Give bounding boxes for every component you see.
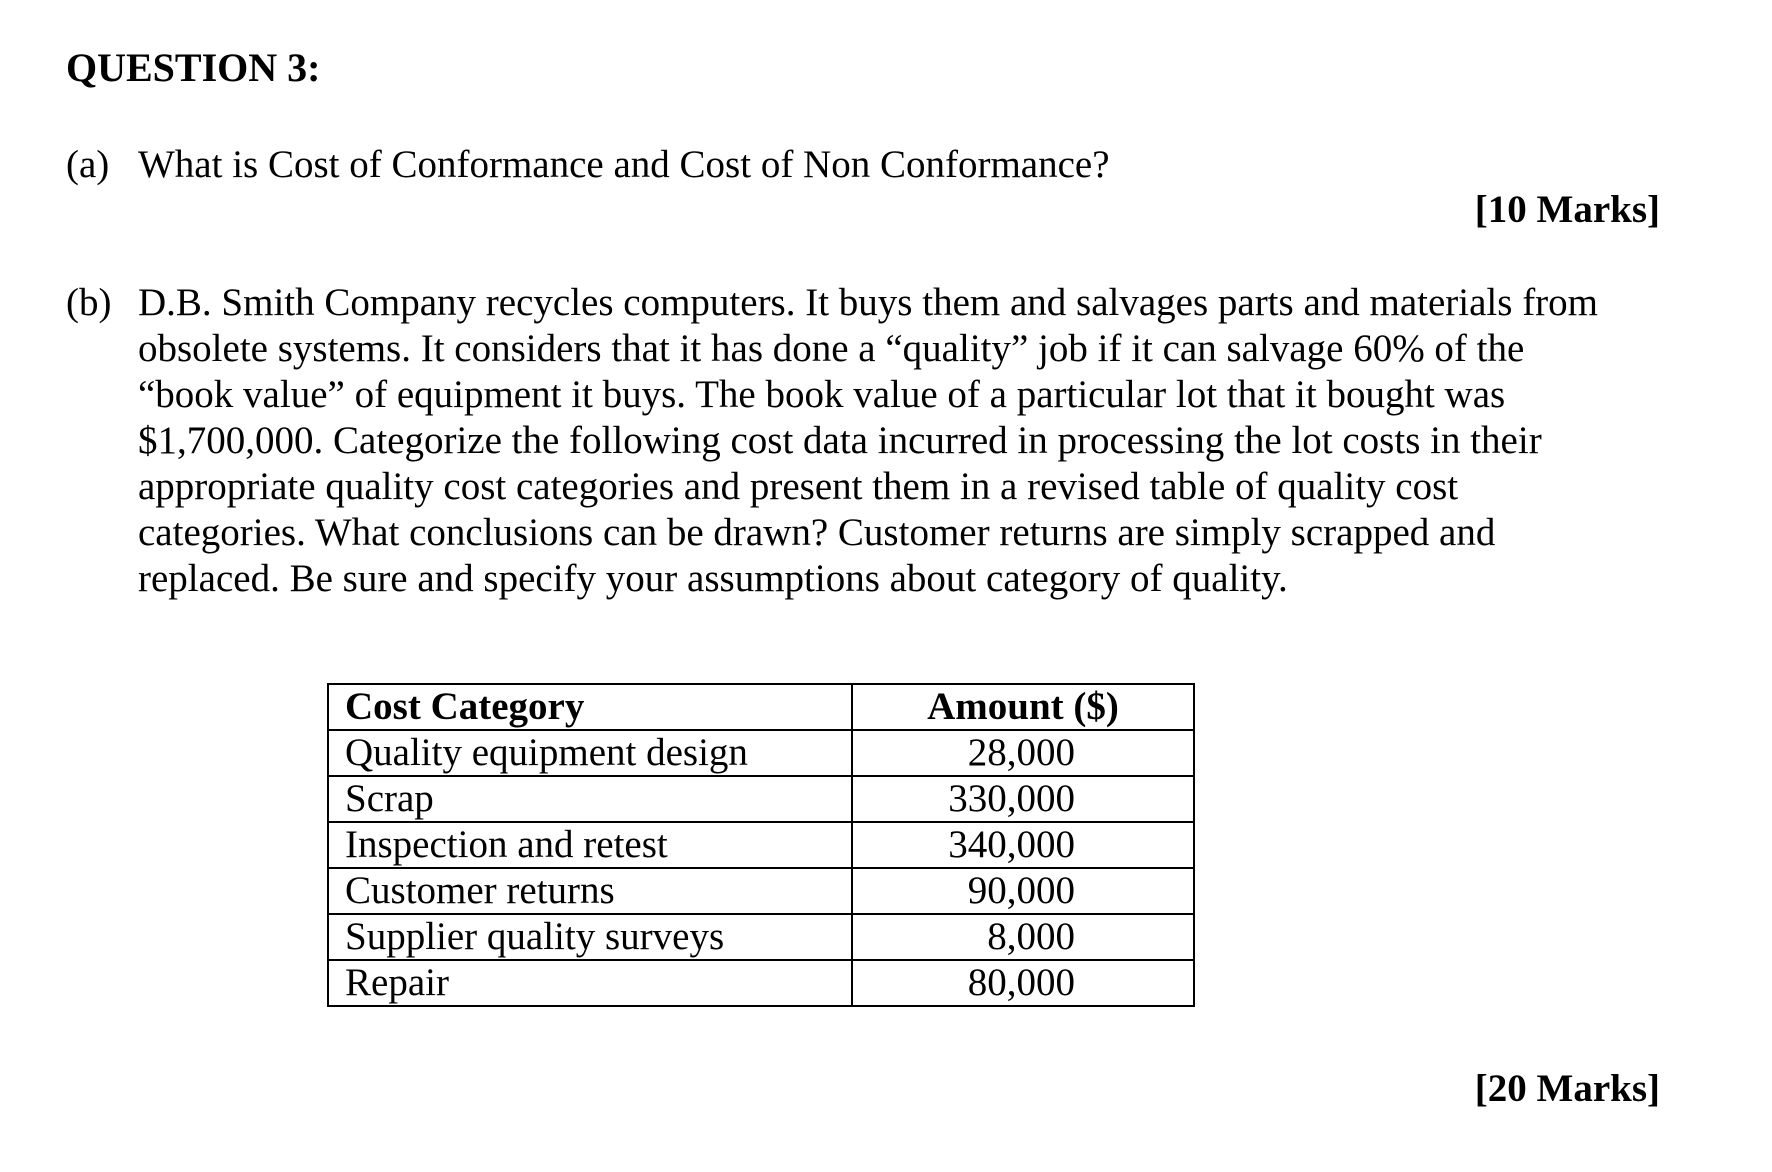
- row-amount: 90,000: [852, 868, 1194, 914]
- part-b-marks: [20 Marks]: [1474, 1067, 1660, 1110]
- cost-table: [327, 683, 1195, 1007]
- part-a-text: What is Cost of Conformance and Cost of Non Conformance?: [138, 143, 1110, 186]
- table-header-row: [328, 684, 1194, 730]
- table-row: [328, 914, 1194, 960]
- row-category: Supplier quality surveys: [328, 914, 852, 960]
- row-category: Scrap: [328, 776, 852, 822]
- question-heading: QUESTION 3:: [66, 45, 321, 90]
- table-row: [328, 776, 1194, 822]
- row-category: Quality equipment design: [328, 730, 852, 776]
- row-amount: 340,000: [852, 822, 1194, 868]
- table-row: [328, 822, 1194, 868]
- part-b-text: D.B. Smith Company recycles computers. It buys them and salvages parts and materials from obsolete systems. It considers that it has done a “quality” job if it can salvage 60% of the “book value” of equipment it buys. The book value of a particular lot that it bought was $1,700,000. Categorize the following cost data incurred in processing the lot costs in their appropriate quality cost categories and present them in a revised table of quality cost categories. What conclusions can be drawn? Customer returns are simply scrapped and replaced. Be sure and specify your assumptions about category of quality.: [138, 281, 1599, 600]
- table-row: [328, 960, 1194, 1006]
- part-b-label: (b): [66, 281, 112, 324]
- header-amount: Amount ($): [852, 684, 1194, 730]
- part-a-label: (a): [66, 143, 110, 186]
- row-category: Repair: [328, 960, 852, 1006]
- header-cost-category: Cost Category: [328, 684, 852, 730]
- row-amount: 80,000: [852, 960, 1194, 1006]
- row-category: Inspection and retest: [328, 822, 852, 868]
- row-amount: 8,000: [852, 914, 1194, 960]
- part-a-marks: [10 Marks]: [1474, 188, 1660, 231]
- row-category: Customer returns: [328, 868, 852, 914]
- row-amount: 330,000: [852, 776, 1194, 822]
- row-amount: 28,000: [852, 730, 1194, 776]
- table-row: [328, 730, 1194, 776]
- table-row: [328, 868, 1194, 914]
